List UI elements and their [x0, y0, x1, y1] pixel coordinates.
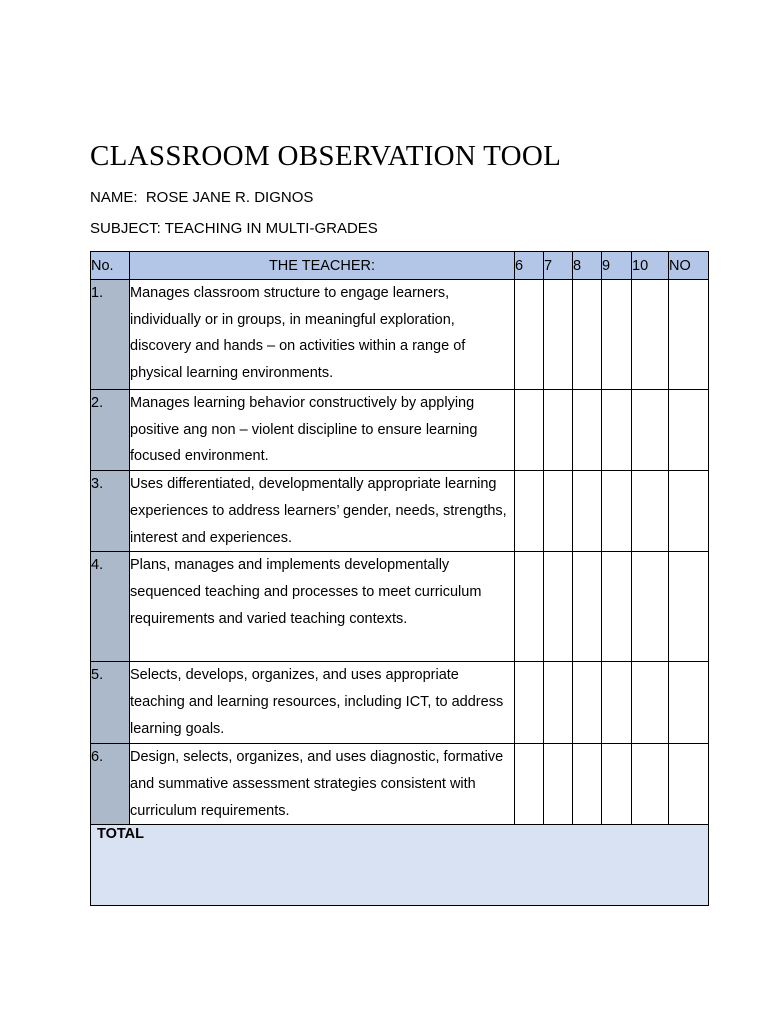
subject-line: SUBJECT: TEACHING IN MULTI-GRADES: [90, 220, 378, 237]
table-row: [91, 662, 709, 744]
item-description: Design, selects, organizes, and uses diagnostic, formative and summative assessment strategies consistent with curriculum requirements.: [130, 744, 515, 825]
header-rating-no: NO: [669, 252, 709, 280]
total-row: [91, 825, 709, 906]
rating-cell-no[interactable]: [669, 390, 709, 471]
rating-cell-7[interactable]: [544, 471, 573, 552]
rating-cell-6[interactable]: [515, 471, 544, 552]
rating-cell-10[interactable]: [632, 744, 669, 825]
item-description: Plans, manages and implements developmentally sequenced teaching and processes to meet curriculum requirements and varied teaching contexts.: [130, 552, 515, 662]
item-number: 6.: [91, 744, 130, 825]
table-row: [91, 280, 709, 390]
rating-cell-8[interactable]: [573, 744, 602, 825]
rating-cell-9[interactable]: [602, 662, 632, 744]
table-row: [91, 744, 709, 825]
rating-cell-10[interactable]: [632, 552, 669, 662]
rating-cell-7[interactable]: [544, 390, 573, 471]
item-description: Manages learning behavior constructively by applying positive ang non – violent discipline to ensure learning focused environment.: [130, 390, 515, 471]
rating-cell-no[interactable]: [669, 744, 709, 825]
name-line: NAME: ROSE JANE R. DIGNOS: [90, 189, 314, 206]
rating-cell-7[interactable]: [544, 662, 573, 744]
header-rating-7: 7: [544, 252, 573, 280]
rating-cell-no[interactable]: [669, 662, 709, 744]
item-number: 5.: [91, 662, 130, 744]
rating-cell-7[interactable]: [544, 552, 573, 662]
item-description: Selects, develops, organizes, and uses appropriate teaching and learning resources, including ICT, to address learning goals.: [130, 662, 515, 744]
header-row: [91, 252, 709, 280]
rating-cell-6[interactable]: [515, 744, 544, 825]
rating-cell-no[interactable]: [669, 471, 709, 552]
item-number: 3.: [91, 471, 130, 552]
item-description: Uses differentiated, developmentally appropriate learning experiences to address learners’ gender, needs, strengths, interest and experiences.: [130, 471, 515, 552]
rating-cell-6[interactable]: [515, 662, 544, 744]
total-label: TOTAL: [91, 825, 709, 906]
table-row: [91, 390, 709, 471]
table-row: [91, 471, 709, 552]
header-teacher: THE TEACHER:: [130, 252, 515, 280]
rating-cell-9[interactable]: [602, 280, 632, 390]
rating-cell-6[interactable]: [515, 280, 544, 390]
page-title: CLASSROOM OBSERVATION TOOL: [90, 140, 562, 172]
rating-cell-no[interactable]: [669, 280, 709, 390]
rating-cell-9[interactable]: [602, 390, 632, 471]
item-number: 1.: [91, 280, 130, 390]
rating-cell-10[interactable]: [632, 280, 669, 390]
rating-cell-8[interactable]: [573, 390, 602, 471]
rating-cell-6[interactable]: [515, 390, 544, 471]
rating-cell-8[interactable]: [573, 280, 602, 390]
rating-cell-7[interactable]: [544, 280, 573, 390]
rating-cell-8[interactable]: [573, 662, 602, 744]
rating-cell-8[interactable]: [573, 471, 602, 552]
rating-cell-10[interactable]: [632, 471, 669, 552]
header-rating-6: 6: [515, 252, 544, 280]
rating-cell-9[interactable]: [602, 744, 632, 825]
header-rating-10: 10: [632, 252, 669, 280]
rating-cell-9[interactable]: [602, 471, 632, 552]
table-row: [91, 552, 709, 662]
rating-cell-8[interactable]: [573, 552, 602, 662]
header-no: No.: [91, 252, 130, 280]
rating-cell-7[interactable]: [544, 744, 573, 825]
rating-cell-9[interactable]: [602, 552, 632, 662]
header-rating-9: 9: [602, 252, 632, 280]
rating-cell-10[interactable]: [632, 390, 669, 471]
item-number: 4.: [91, 552, 130, 662]
item-description: Manages classroom structure to engage learners, individually or in groups, in meaningful exploration, discovery and hands – on activities within a range of physical learning environments.: [130, 280, 515, 390]
rating-cell-no[interactable]: [669, 552, 709, 662]
header-rating-8: 8: [573, 252, 602, 280]
rating-cell-6[interactable]: [515, 552, 544, 662]
observation-table: [90, 251, 709, 906]
rating-cell-10[interactable]: [632, 662, 669, 744]
item-number: 2.: [91, 390, 130, 471]
